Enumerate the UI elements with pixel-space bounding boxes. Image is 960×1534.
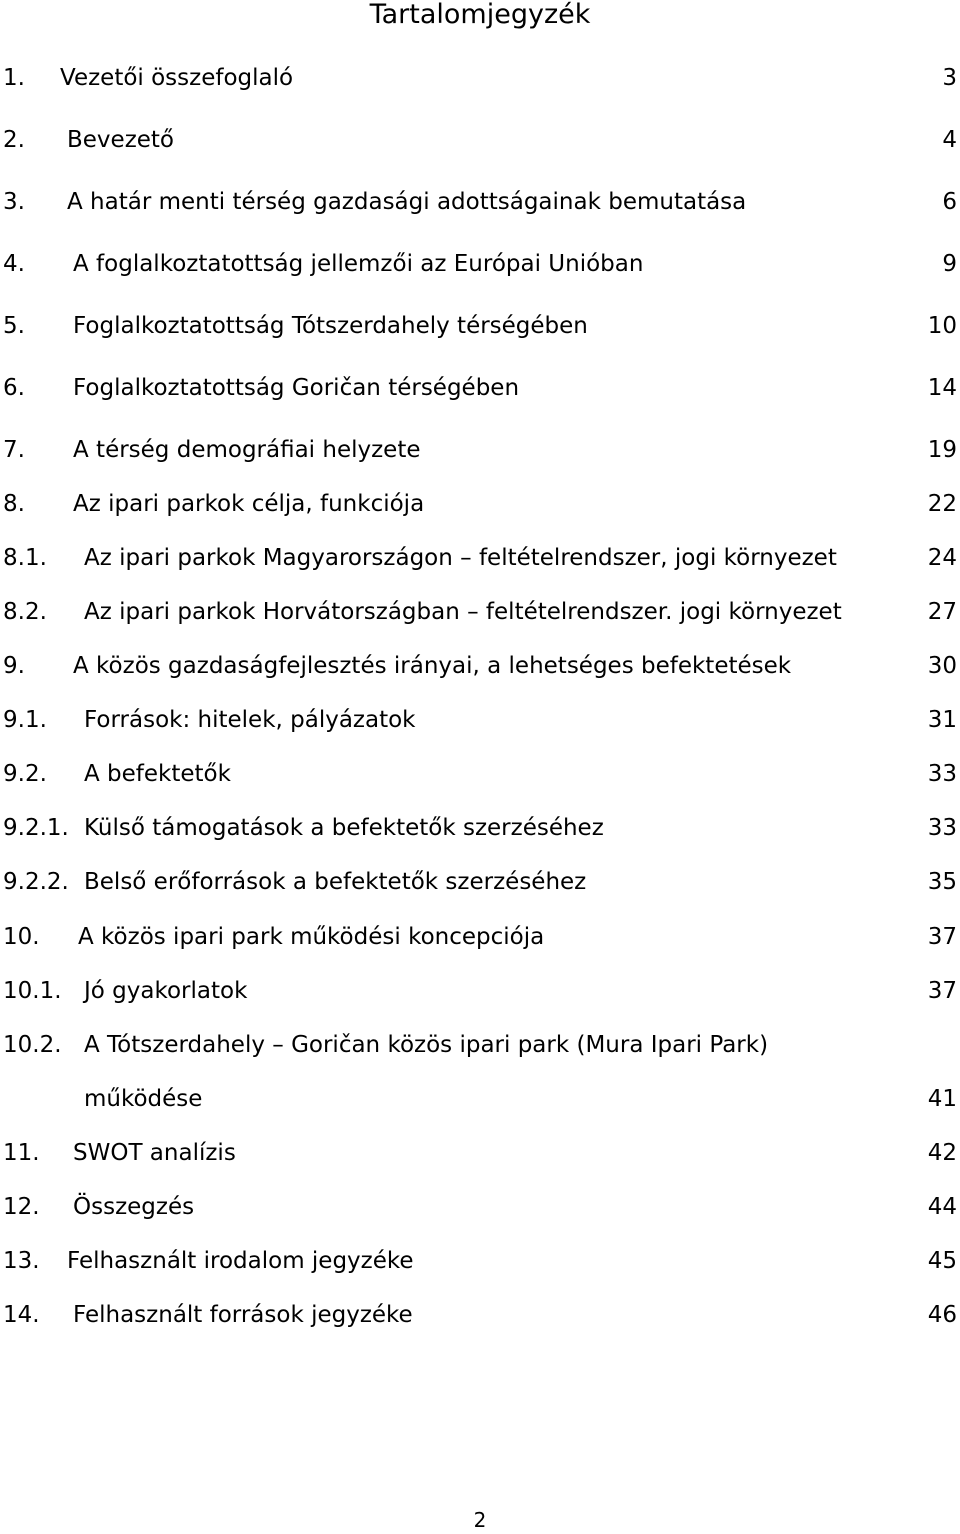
toc-entry-page: 44 xyxy=(927,1194,957,1220)
toc-entry-number: 14. xyxy=(3,1302,40,1328)
toc-entry-title: Belső erőforrások a befektetők szerzéséhez xyxy=(84,869,587,895)
toc-entry-page: 31 xyxy=(927,707,957,733)
toc-entry-number: 9. xyxy=(3,653,25,679)
toc-entry-page: 6 xyxy=(942,189,957,215)
toc-entry-title: működése xyxy=(84,1086,203,1112)
toc-entry-number: 9.2.1. xyxy=(3,815,69,841)
toc-entry-title: Vezetői összefoglaló xyxy=(60,65,294,91)
toc-entry-title: Külső támogatások a befektetők szerzéséhez xyxy=(84,815,604,841)
toc-entry-page: 33 xyxy=(927,761,957,787)
toc-entry[interactable] xyxy=(0,248,960,280)
toc-entry-number: 2. xyxy=(3,127,25,153)
toc-entry-number: 8. xyxy=(3,491,25,517)
toc-entry-number: 10. xyxy=(3,924,40,950)
toc-entry-title: Az ipari parkok célja, funkciója xyxy=(73,491,425,517)
toc-entry-title: Az ipari parkok Magyarországon – feltételrendszer, jogi környezet xyxy=(84,545,837,571)
toc-entry-number: 5. xyxy=(3,313,25,339)
toc-entry[interactable] xyxy=(0,1137,960,1169)
toc-entry-page: 9 xyxy=(942,251,957,277)
toc-entry-title: A térség demográfiai helyzete xyxy=(73,437,421,463)
toc-entry-title: Források: hitelek, pályázatok xyxy=(84,707,416,733)
toc-entry[interactable] xyxy=(0,434,960,466)
toc-entry-number: 11. xyxy=(3,1140,40,1166)
toc-entry[interactable] xyxy=(0,758,960,790)
toc-entry[interactable] xyxy=(0,1299,960,1331)
toc-entry-page: 3 xyxy=(942,65,957,91)
toc-entry-page: 22 xyxy=(927,491,957,517)
toc-entry-number: 10.2. xyxy=(3,1032,62,1058)
toc-entry-page: 27 xyxy=(927,599,957,625)
toc-entry-title: A határ menti térség gazdasági adottságainak bemutatása xyxy=(67,189,747,215)
toc-entry-title: A Tótszerdahely – Goričan közös ipari park (Mura Ipari Park) xyxy=(84,1032,769,1058)
toc-entry-title: A közös gazdaságfejlesztés irányai, a lehetséges befektetések xyxy=(73,653,792,679)
toc-entry-number: 7. xyxy=(3,437,25,463)
toc-entry-page: 30 xyxy=(927,653,957,679)
toc-entry-title: Foglalkoztatottság Tótszerdahely térségében xyxy=(73,313,588,339)
toc-entry-title: Felhasznált irodalom jegyzéke xyxy=(67,1248,414,1274)
page-title: Tartalomjegyzék xyxy=(369,0,591,30)
toc-entry[interactable] xyxy=(0,1029,960,1061)
toc-entry[interactable] xyxy=(0,372,960,404)
toc-entry-number: 8.2. xyxy=(3,599,47,625)
toc-entry-title: A foglalkoztatottság jellemzői az Európai Unióban xyxy=(73,251,644,277)
toc-entry[interactable] xyxy=(0,1191,960,1223)
toc-entry[interactable] xyxy=(0,921,960,953)
toc-entry-number: 8.1. xyxy=(3,545,47,571)
toc-entry[interactable] xyxy=(0,866,960,898)
toc-entry-number: 6. xyxy=(3,375,25,401)
toc-entry-page: 33 xyxy=(927,815,957,841)
toc-entry-page: 42 xyxy=(927,1140,957,1166)
toc-entry[interactable] xyxy=(0,186,960,218)
toc-entry-number: 10.1. xyxy=(3,978,62,1004)
toc-entry-number: 4. xyxy=(3,251,25,277)
toc-entry-title: Az ipari parkok Horvátországban – feltételrendszer. jogi környezet xyxy=(84,599,842,625)
toc-entry-page: 37 xyxy=(927,978,957,1004)
toc-entry-number: 9.1. xyxy=(3,707,47,733)
toc-entry-title: Összegzés xyxy=(73,1194,195,1220)
toc-entry[interactable] xyxy=(0,812,960,844)
toc-entry-continuation[interactable] xyxy=(0,1083,960,1115)
toc-entry[interactable] xyxy=(0,704,960,736)
toc-entry[interactable] xyxy=(0,62,960,94)
toc-entry[interactable] xyxy=(0,596,960,628)
toc-entry-title: A befektetők xyxy=(84,761,231,787)
page-number: 2 xyxy=(473,1508,487,1532)
toc-entry-number: 9.2.2. xyxy=(3,869,69,895)
toc-entry[interactable] xyxy=(0,488,960,520)
toc-entry-number: 1. xyxy=(3,65,25,91)
toc-entry[interactable] xyxy=(0,310,960,342)
toc-entry-page: 10 xyxy=(927,313,957,339)
toc-entry-number: 12. xyxy=(3,1194,40,1220)
toc-entry-page: 24 xyxy=(927,545,957,571)
toc-entry-title: A közös ipari park működési koncepciója xyxy=(78,924,545,950)
toc-entry-page: 37 xyxy=(927,924,957,950)
toc-entry-page: 14 xyxy=(927,375,957,401)
toc-entry-page: 19 xyxy=(927,437,957,463)
toc-entry-title: Bevezető xyxy=(67,127,175,153)
toc-entry[interactable] xyxy=(0,542,960,574)
toc-entry[interactable] xyxy=(0,650,960,682)
toc-entry-title: Felhasznált források jegyzéke xyxy=(73,1302,413,1328)
toc-entry-page: 46 xyxy=(927,1302,957,1328)
toc-entry[interactable] xyxy=(0,975,960,1007)
toc-entry-title: SWOT analízis xyxy=(73,1140,236,1166)
toc-entry-page: 4 xyxy=(942,127,957,153)
toc-entry-number: 3. xyxy=(3,189,25,215)
toc-entry-number: 13. xyxy=(3,1248,40,1274)
toc-entry-title: Jó gyakorlatok xyxy=(84,978,248,1004)
toc-entry-page: 41 xyxy=(927,1086,957,1112)
toc-entry-page: 35 xyxy=(927,869,957,895)
toc-entry[interactable] xyxy=(0,124,960,156)
toc-entry[interactable] xyxy=(0,1245,960,1277)
toc-entry-number: 9.2. xyxy=(3,761,47,787)
toc-entry-page: 45 xyxy=(927,1248,957,1274)
toc-entry-title: Foglalkoztatottság Goričan térségében xyxy=(73,375,520,401)
